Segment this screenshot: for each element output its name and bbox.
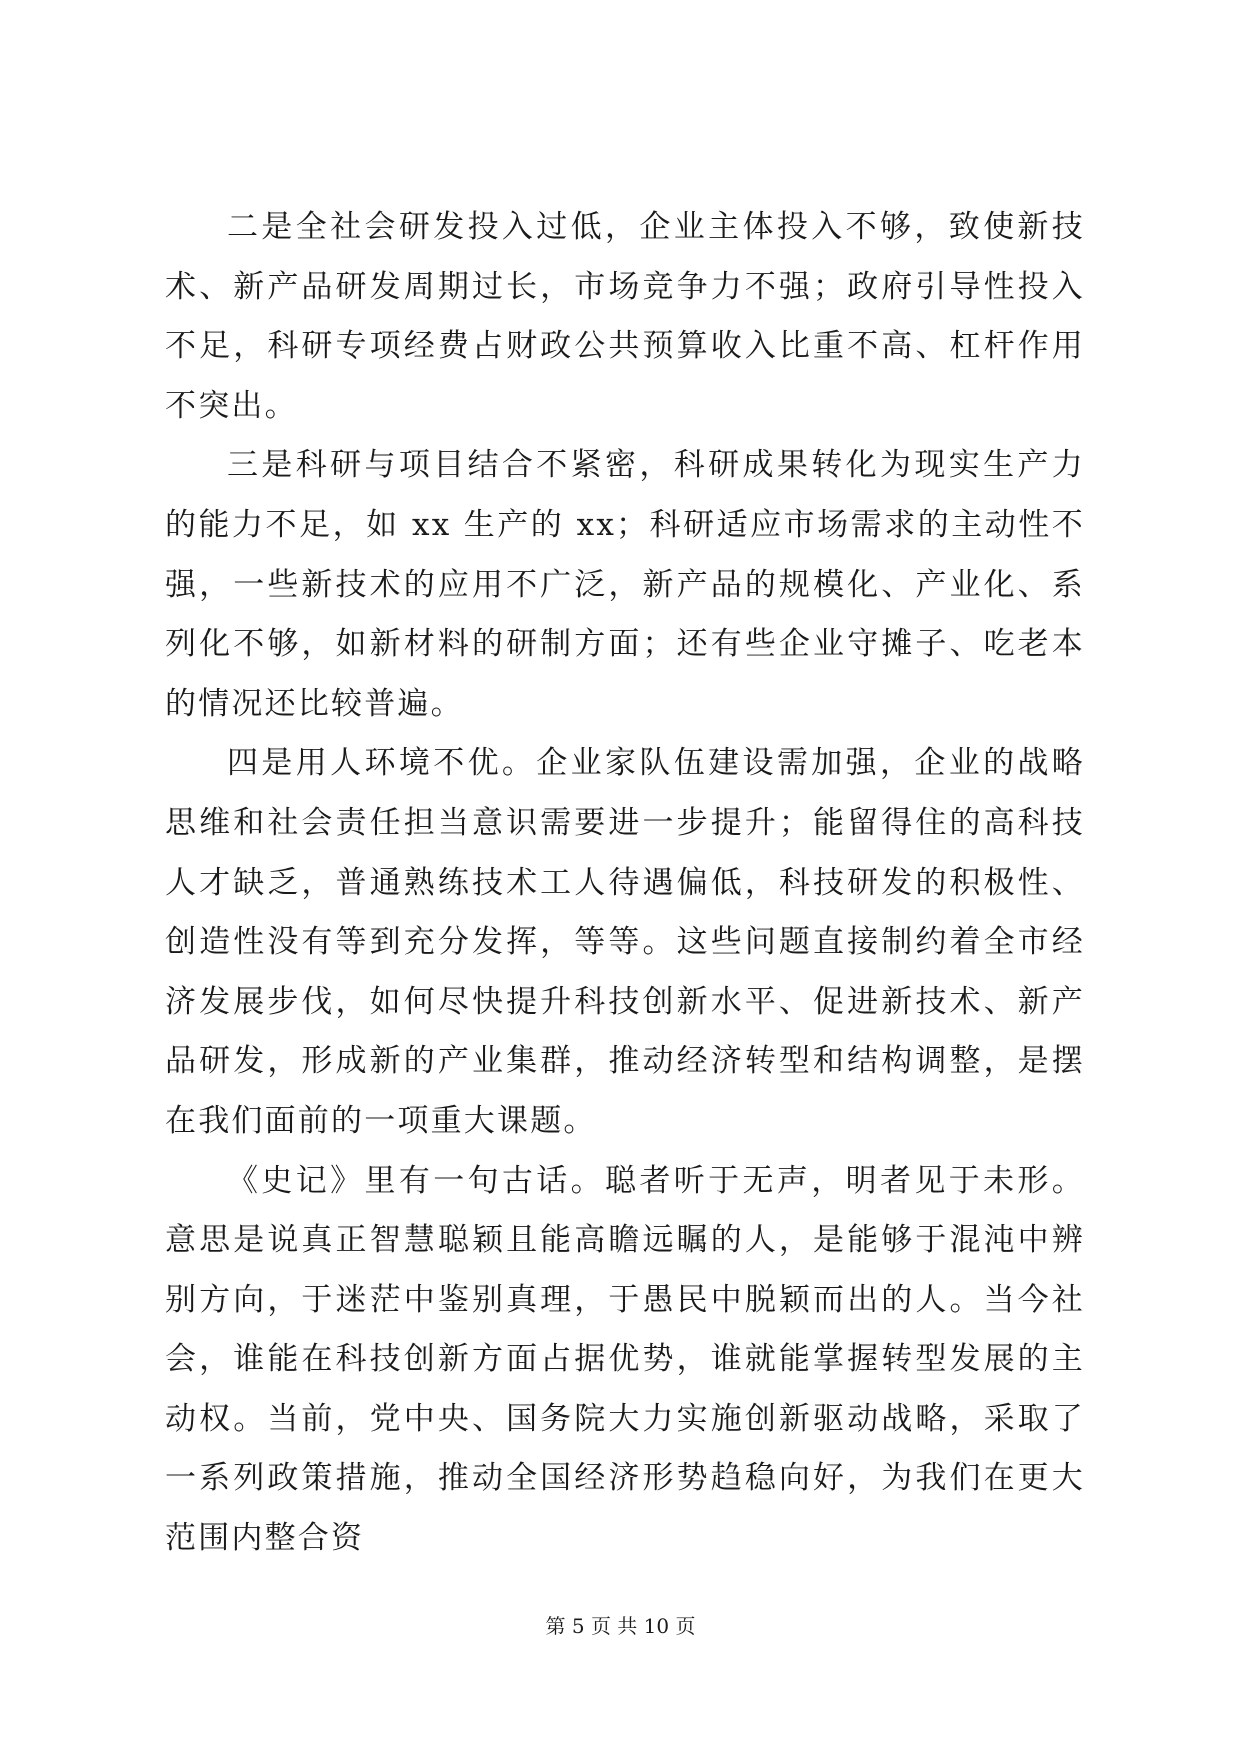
paragraph-4: 四是用人环境不优。企业家队伍建设需加强，企业的战略思维和社会责任担当意识需要进一步提升；能留得住的高科技人才缺乏，普通熟练技术工人待遇偏低，科技研发的积极性、创造性没有等到充分发挥，等等。这些问题直接制约着全市经济发展步伐，如何尽快提升科技创新水平、促进新技术、新产品研发，形成新的产业集群，推动经济转型和结构调整，是摆在我们面前的一项重大课题。 <box>165 745 1085 1139</box>
page-number-footer: 第 5 页 共 10 页 <box>545 1614 696 1638</box>
paragraph-3: 三是科研与项目结合不紧密，科研成果转化为现实生产力的能力不足，如 xx 生产的 xx；科研适应市场需求的主动性不强，一些新技术的应用不广泛，新产品的规模化、产业化、系列化不够，如新材料的研制方面；还有些企业守摊子、吃老本的情况还比较普遍。 <box>165 447 1085 722</box>
document-body <box>165 198 1085 1569</box>
paragraph-shiji: 《史记》里有一句古话。聪者听于无声，明者见于未形。意思是说真正智慧聪颖且能高瞻远瞩的人，是能够于混沌中辨别方向，于迷茫中鉴别真理，于愚民中脱颖而出的人。当今社会，谁能在科技创新方面占据优势，谁就能掌握转型发展的主动权。当前，党中央、国务院大力实施创新驱动战略，采取了一系列政策措施，推动全国经济形势趋稳向好，为我们在更大范围内整合资 <box>165 1162 1085 1557</box>
paragraph-2: 二是全社会研发投入过低，企业主体投入不够，致使新技术、新产品研发周期过长，市场竞争力不强；政府引导性投入不足，科研专项经费占财政公共预算收入比重不高、杠杆作用不突出。 <box>165 209 1085 424</box>
